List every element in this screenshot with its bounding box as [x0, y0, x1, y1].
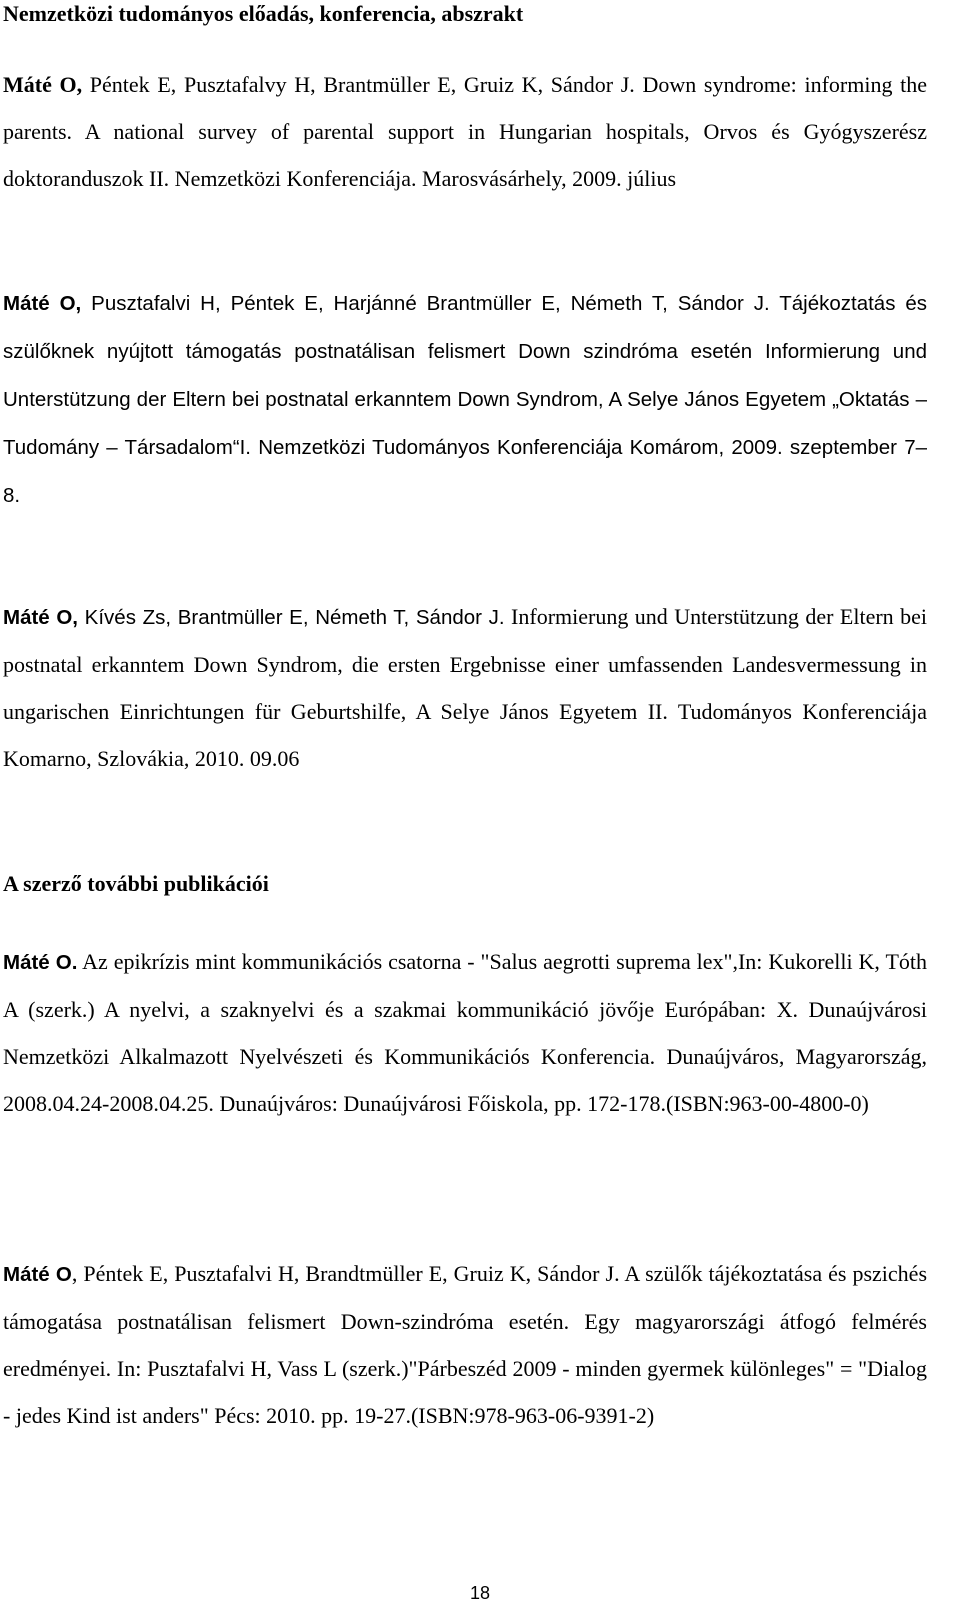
reference-1-authors: Máté O,	[3, 72, 83, 97]
reference-2	[3, 279, 927, 519]
reference-5-authors: Máté O	[3, 1263, 72, 1286]
reference-2-authors-rest: Pusztafalvi H, Péntek E, Harjánné Brantmüller E, Németh T, Sándor J.	[81, 292, 770, 315]
reference-3	[3, 593, 927, 782]
reference-3-text: Informierung und Unterstützung der Eltern bei postnatal erkanntem Down Syndrom, die ersten Ergebnisse einer umfassenden Landesvermessung in ungarischen Einrichtungen für Geburtshilfe, A Selye János Egyetem II. Tudományos Konferenciája Komarno, Szlovákia, 2010. 09.06	[3, 604, 928, 771]
reference-3-authors-rest: Kívés Zs, Brantmüller E, Németh T, Sándor J.	[78, 606, 505, 629]
reference-4-authors: Máté O.	[3, 951, 78, 974]
reference-5-text: , Péntek E, Pusztafalvi H, Brandtmüller E, Gruiz K, Sándor J. A szülők tájékoztatása és pszichés támogatása postnatálisan felismert Down-szindróma esetén. Egy magyarországi átfogó felmérés eredményei. In: Pusztafalvi H, Vass L (szerk.)"Párbeszéd 2009 - minden gyermek különleges" = "Dialog - jedes Kind ist anders" Pécs: 2010. pp. 19-27.(ISBN:978-963-06-9391-2)	[3, 1261, 927, 1428]
reference-2-text: Tájékoztatás és szülőknek nyújtott támogatás postnatálisan felismert Down szindróma esetén Informierung und Unterstützung der Eltern bei postnatal erkanntem Down Syndrom, A Selye János Egyetem „Oktatás – Tudomány – Társadalom“I. Nemzetközi Tudományos Konferenciája Komárom, 2009. szeptember 7–8.	[3, 292, 927, 507]
page-number: 18	[469, 1583, 491, 1603]
reference-4	[3, 938, 927, 1127]
reference-4-text: Az epikrízis mint kommunikációs csatorna - "Salus aegrotti suprema lex",In: Kukorelli K, Tóth A (szerk.) A nyelvi, a szaknyelvi és a szakmai kommunikáció jövője Európában: X. Dunaújvárosi Nemzetközi Alkalmazott Nyelvészeti és Kommunikációs Konferencia. Dunaújváros, Magyarország, 2008.04.24-2008.04.25. Dunaújváros: Dunaújvárosi Főiskola, pp. 172-178.(ISBN:963-00-4800-0)	[3, 949, 927, 1116]
section-title: Nemzetközi tudományos előadás, konferencia, abszrakt	[3, 1, 524, 26]
reference-2-authors: Máté O,	[3, 292, 82, 315]
reference-5	[3, 1250, 927, 1439]
section2-title: A szerző további publikációi	[3, 871, 269, 896]
reference-1	[3, 61, 927, 202]
reference-1-text: Péntek E, Pusztafalvy H, Brantmüller E, Gruiz K, Sándor J. Down syndrome: informing the parents. A national survey of parental support in Hungarian hospitals, Orvos és Gyógyszerész doktoranduszok II. Nemzetközi Konferenciája. Marosvásárhely, 2009. július	[3, 72, 927, 191]
reference-3-authors: Máté O,	[3, 606, 79, 629]
